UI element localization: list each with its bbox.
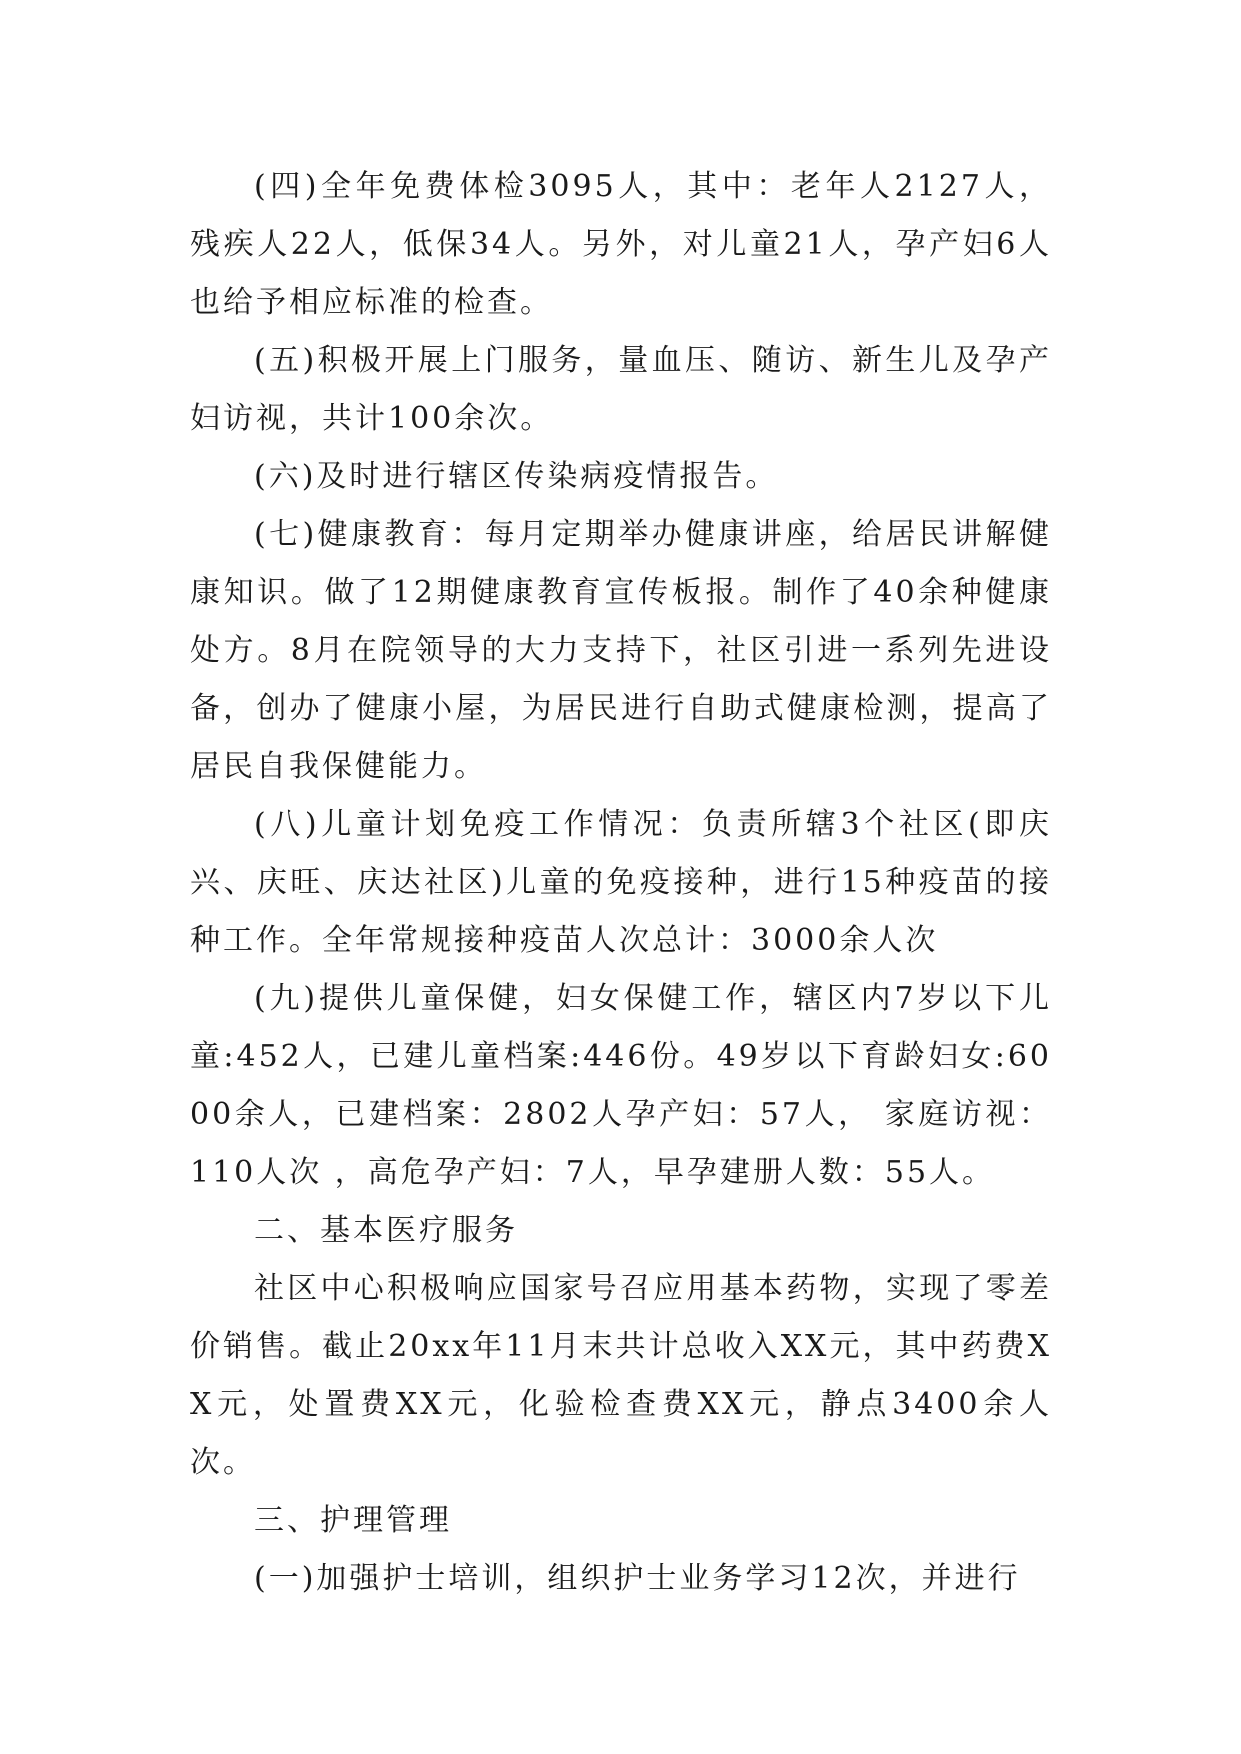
paragraph-nurse-training: (一)加强护士培训，组织护士业务学习12次，并进行 (254, 1561, 1021, 1596)
document-body (190, 158, 1052, 1608)
paragraph-immunization: (八)儿童计划免疫工作情况：负责所辖3个社区(即庆兴、庆旺、庆达社区)儿童的免疫接种，进行15种疫苗的接种工作。全年常规接种疫苗人次总计：3000余人次 (190, 807, 1052, 958)
paragraph-home-service: (五)积极开展上门服务，量血压、随访、新生儿及孕产妇访视，共计100余次。 (190, 343, 1052, 436)
paragraph-epidemic-report: (六)及时进行辖区传染病疫情报告。 (254, 459, 779, 494)
section-heading-medical-service: 二、基本医疗服务 (254, 1213, 518, 1248)
paragraph-child-women-care: (九)提供儿童保健，妇女保健工作，辖区内7岁以下儿童:452人，已建儿童档案:446份。49岁以下育龄妇女:6000余人，已建档案：2802人孕产妇：57人， 家庭访视：110人次 ，高危孕产妇：7人，早孕建册人数：55人。 (190, 981, 1052, 1190)
section-heading-nursing: 三、护理管理 (254, 1503, 452, 1538)
paragraph-physical-exam: (四)全年免费体检3095人，其中：老年人2127人，残疾人22人，低保34人。另外，对儿童21人，孕产妇6人也给予相应标准的检查。 (190, 169, 1052, 320)
paragraph-medical-service: 社区中心积极响应国家号召应用基本药物，实现了零差价销售。截止20xx年11月末共计总收入XX元，其中药费XX元，处置费XX元，化验检查费XX元，静点3400余人次。 (190, 1271, 1052, 1480)
paragraph-health-education: (七)健康教育：每月定期举办健康讲座，给居民讲解健康知识。做了12期健康教育宣传板报。制作了40余种健康处方。8月在院领导的大力支持下，社区引进一系列先进设备，创办了健康小屋，为居民进行自助式健康检测，提高了居民自我保健能力。 (190, 517, 1052, 784)
